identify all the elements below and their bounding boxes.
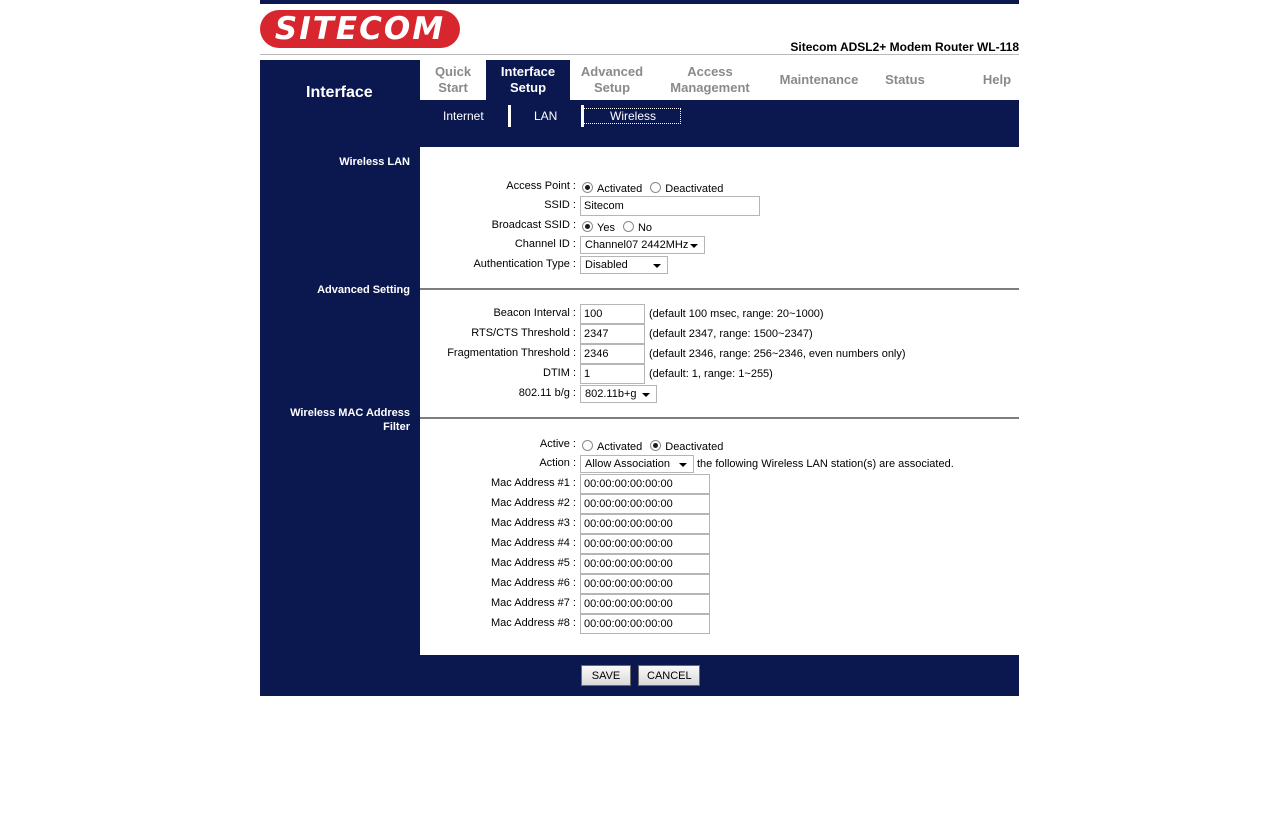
channel-id-label: Channel ID :: [514, 238, 576, 250]
beacon-row: [420, 304, 1019, 324]
dtim-row: [420, 364, 1019, 384]
dtim-note: (default: 1, range: 1~255): [649, 368, 773, 380]
mac-address-row: [420, 574, 1019, 594]
chevron-down-icon: [679, 463, 687, 467]
mac-action-note: the following Wireless LAN station(s) are associated.: [697, 458, 954, 470]
mac-address-label: Mac Address #6 :: [491, 577, 576, 589]
mac-action-select[interactable]: [580, 455, 694, 473]
mac-address-input-7[interactable]: [580, 594, 710, 614]
nav-quick-start[interactable]: Quick Start: [434, 64, 472, 95]
access-point-activated-label: Activated: [597, 182, 643, 195]
dtim-label: DTIM :: [543, 367, 576, 379]
mode-row: [420, 384, 1019, 404]
top-bar: [260, 0, 1019, 4]
broadcast-ssid-row: [420, 216, 1019, 236]
label-wireless-lan: Wireless LAN: [339, 156, 410, 168]
ssid-label: SSID :: [544, 199, 576, 211]
mac-action-row: [420, 454, 1019, 474]
model-title: Sitecom ADSL2+ Modem Router WL-118: [790, 40, 1019, 54]
access-point-label: Access Point :: [506, 180, 576, 192]
mode-select[interactable]: [580, 385, 657, 403]
mac-active-label: Active :: [539, 438, 576, 450]
section-divider: [420, 417, 1019, 419]
rts-note: (default 2347, range: 1500~2347): [649, 328, 813, 340]
mac-address-row: [420, 534, 1019, 554]
footer-bar: [420, 655, 1019, 696]
nav-interface-setup[interactable]: Interface Setup: [486, 60, 570, 100]
subnav-lan[interactable]: LAN: [534, 109, 558, 123]
mac-activated-radio[interactable]: [582, 440, 593, 451]
nav-status[interactable]: Status: [885, 72, 925, 87]
subnav-internet[interactable]: Internet: [443, 109, 484, 123]
mac-address-label: Mac Address #1 :: [491, 477, 576, 489]
beacon-note: (default 100 msec, range: 20~1000): [649, 308, 824, 320]
section-title: Interface: [306, 84, 373, 101]
main-nav: [420, 60, 1019, 100]
cancel-button[interactable]: CANCEL: [638, 665, 700, 686]
sub-nav: [420, 100, 1019, 147]
mac-address-label: Mac Address #2 :: [491, 497, 576, 509]
mac-address-label: Mac Address #8 :: [491, 617, 576, 629]
nav-maintenance[interactable]: Maintenance: [779, 72, 859, 87]
mac-address-input-5[interactable]: [580, 554, 710, 574]
rts-row: [420, 324, 1019, 344]
label-mac-filter: Wireless MAC Address Filter: [290, 407, 410, 433]
mac-address-label: Mac Address #4 :: [491, 537, 576, 549]
broadcast-yes-radio[interactable]: [582, 221, 593, 232]
mac-deactivated-label: Deactivated: [665, 440, 724, 453]
content-panel: [420, 147, 1019, 655]
auth-type-label: Authentication Type :: [473, 258, 576, 270]
access-point-deactivated-radio[interactable]: [650, 182, 661, 193]
sitecom-logo: SITECOM: [260, 10, 460, 48]
broadcast-no-radio[interactable]: [623, 221, 634, 232]
broadcast-ssid-label: Broadcast SSID :: [491, 219, 576, 231]
nav-help[interactable]: Help: [982, 72, 1012, 87]
section-divider: [420, 288, 1019, 290]
nav-access-management[interactable]: Access Management: [670, 64, 750, 95]
subnav-separator: [508, 105, 511, 127]
channel-id-row: [420, 235, 1019, 255]
frag-input[interactable]: [580, 344, 645, 364]
mac-address-label: Mac Address #7 :: [491, 597, 576, 609]
nav-advanced-setup[interactable]: Advanced Setup: [580, 64, 644, 95]
mac-address-row: [420, 514, 1019, 534]
mac-address-row: [420, 554, 1019, 574]
rts-input[interactable]: [580, 324, 645, 344]
label-advanced-setting: Advanced Setting: [317, 284, 410, 296]
chevron-down-icon: [642, 393, 650, 397]
auth-type-row: [420, 255, 1019, 275]
mac-activated-label: Activated: [597, 440, 643, 453]
mac-address-input-8[interactable]: [580, 614, 710, 634]
mac-address-input-2[interactable]: [580, 494, 710, 514]
save-button[interactable]: SAVE: [581, 665, 631, 686]
chevron-down-icon: [653, 264, 661, 268]
access-point-row: [420, 177, 1019, 197]
mac-address-input-1[interactable]: [580, 474, 710, 494]
broadcast-no-label: No: [637, 221, 653, 234]
mac-address-row: [420, 594, 1019, 614]
rts-label: RTS/CTS Threshold :: [471, 327, 576, 339]
frag-label: Fragmentation Threshold :: [447, 347, 576, 359]
mac-address-row: [420, 614, 1019, 634]
channel-id-select[interactable]: [580, 236, 705, 254]
channel-id-value: Channel07 2442MHz: [585, 239, 689, 251]
mac-action-value: Allow Association: [585, 458, 670, 470]
chevron-down-icon: [690, 244, 698, 248]
auth-type-select[interactable]: [580, 256, 668, 274]
ssid-input[interactable]: [580, 196, 760, 216]
ssid-row: [420, 196, 1019, 216]
mac-address-label: Mac Address #5 :: [491, 557, 576, 569]
frag-note: (default 2346, range: 256~2346, even numbers only): [649, 348, 906, 360]
beacon-label: Beacon Interval :: [493, 307, 576, 319]
beacon-input[interactable]: [580, 304, 645, 324]
mac-address-input-3[interactable]: [580, 514, 710, 534]
mac-address-label: Mac Address #3 :: [491, 517, 576, 529]
mac-address-row: [420, 474, 1019, 494]
mode-label: 802.11 b/g :: [518, 387, 576, 399]
mac-active-row: [420, 435, 1019, 455]
mac-action-label: Action :: [539, 457, 576, 469]
mac-address-input-4[interactable]: [580, 534, 710, 554]
frag-row: [420, 344, 1019, 364]
broadcast-yes-label: Yes: [597, 221, 615, 234]
mac-address-input-6[interactable]: [580, 574, 710, 594]
left-sidebar: [260, 60, 420, 696]
access-point-deactivated-label: Deactivated: [665, 182, 724, 195]
mode-value: 802.11b+g: [585, 388, 637, 400]
auth-type-value: Disabled: [585, 259, 628, 271]
mac-address-row: [420, 494, 1019, 514]
subnav-wireless[interactable]: Wireless: [584, 109, 680, 123]
mac-deactivated-radio[interactable]: [650, 440, 661, 451]
access-point-activated-radio[interactable]: [582, 182, 593, 193]
header-divider: [260, 54, 1019, 55]
dtim-input[interactable]: [580, 364, 645, 384]
